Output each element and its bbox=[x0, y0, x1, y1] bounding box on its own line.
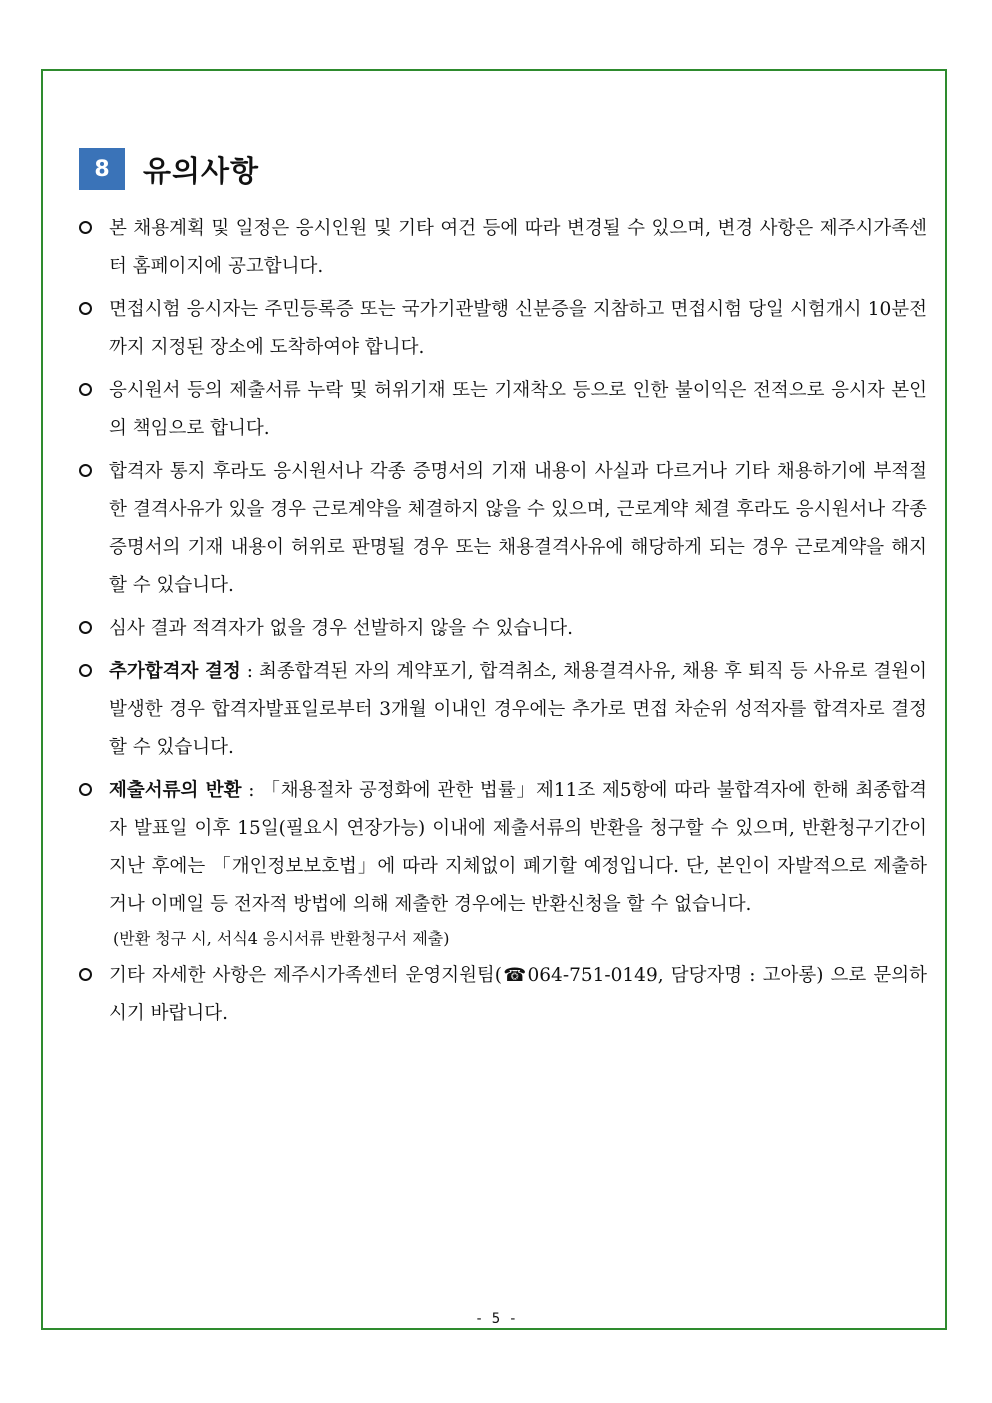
circle-bullet-icon bbox=[79, 621, 92, 634]
circle-bullet-icon bbox=[79, 302, 92, 315]
circle-bullet-icon bbox=[79, 383, 92, 396]
circle-bullet-icon bbox=[79, 664, 92, 677]
item-heading: 제출서류의 반환 bbox=[109, 780, 242, 801]
item-text: 064-751-0149, 담당자명 : 고아롱) 으로 문의하시기 바랍니다. bbox=[109, 965, 927, 1024]
list-item bbox=[79, 610, 927, 648]
item-text: 응시원서 등의 제출서류 누락 및 허위기재 또는 기재착오 등으로 인한 불이익은 전적으로 응시자 본인의 책임으로 합니다. bbox=[109, 380, 927, 439]
circle-bullet-icon bbox=[79, 221, 92, 234]
notice-list bbox=[79, 210, 927, 1038]
item-text: : 최종합격된 자의 계약포기, 합격취소, 채용결격사유, 채용 후 퇴직 등 사유로 결원이 발생한 경우 합격자발표일로부터 3개월 이내인 경우에는 추가로 면접 차순위 성적자를 합격자로 결정할 수 있습니다. bbox=[109, 661, 927, 758]
item-text: 면접시험 응시자는 주민등록증 또는 국가기관발행 신분증을 지참하고 면접시험 당일 시험개시 10분전까지 지정된 장소에 도착하여야 합니다. bbox=[109, 299, 927, 358]
section-number-badge: 8 bbox=[79, 148, 125, 190]
item-text: 기타 자세한 사항은 제주시가족센터 운영지원팀( bbox=[109, 965, 503, 986]
circle-bullet-icon bbox=[79, 783, 92, 796]
section-heading bbox=[79, 148, 259, 190]
item-text: 본 채용계획 및 일정은 응시인원 및 기타 여건 등에 따라 변경될 수 있으며, 변경 사항은 제주시가족센터 홈페이지에 공고합니다. bbox=[109, 218, 927, 277]
circle-bullet-icon bbox=[79, 464, 92, 477]
item-note: (반환 청구 시, 서식4 응시서류 반환청구서 제출) bbox=[113, 929, 450, 948]
item-text: : 「채용절차 공정화에 관한 법률」제11조 제5항에 따라 불합격자에 한해 최종합격자 발표일 이후 15일(필요시 연장가능) 이내에 제출서류의 반환을 청구할 수 있으며, 반환청구기간이 지난 후에는 「개인정보보호법」에 따라 지체없이 폐기할 예정입니다. 단, 본인이 자발적으로 제출하거나 이메일 등 전자적 방법에 의해 제출한 경우에는 반환신청을 할 수 없습니다. bbox=[109, 780, 928, 915]
phone-icon: ☎ bbox=[502, 965, 528, 986]
list-item bbox=[79, 372, 927, 448]
page-number: - 5 - bbox=[474, 1311, 518, 1327]
list-item bbox=[79, 772, 927, 952]
item-text: 심사 결과 적격자가 없을 경우 선발하지 않을 수 있습니다. bbox=[109, 618, 573, 639]
list-item bbox=[79, 210, 927, 286]
list-item bbox=[79, 957, 927, 1033]
circle-bullet-icon bbox=[79, 968, 92, 981]
list-item bbox=[79, 291, 927, 367]
list-item bbox=[79, 453, 927, 605]
list-item bbox=[79, 653, 927, 767]
section-title: 유의사항 bbox=[143, 153, 260, 188]
item-heading: 추가합격자 결정 bbox=[109, 661, 241, 682]
item-text: 합격자 통지 후라도 응시원서나 각종 증명서의 기재 내용이 사실과 다르거나 기타 채용하기에 부적절한 결격사유가 있을 경우 근로계약을 체결하지 않을 수 있으며, 근로계약 체결 후라도 응시원서나 각종 증명서의 기재 내용이 허위로 판명될 경우 또는 채용결격사유에 해당하게 되는 경우 근로계약을 해지할 수 있습니다. bbox=[109, 461, 927, 596]
